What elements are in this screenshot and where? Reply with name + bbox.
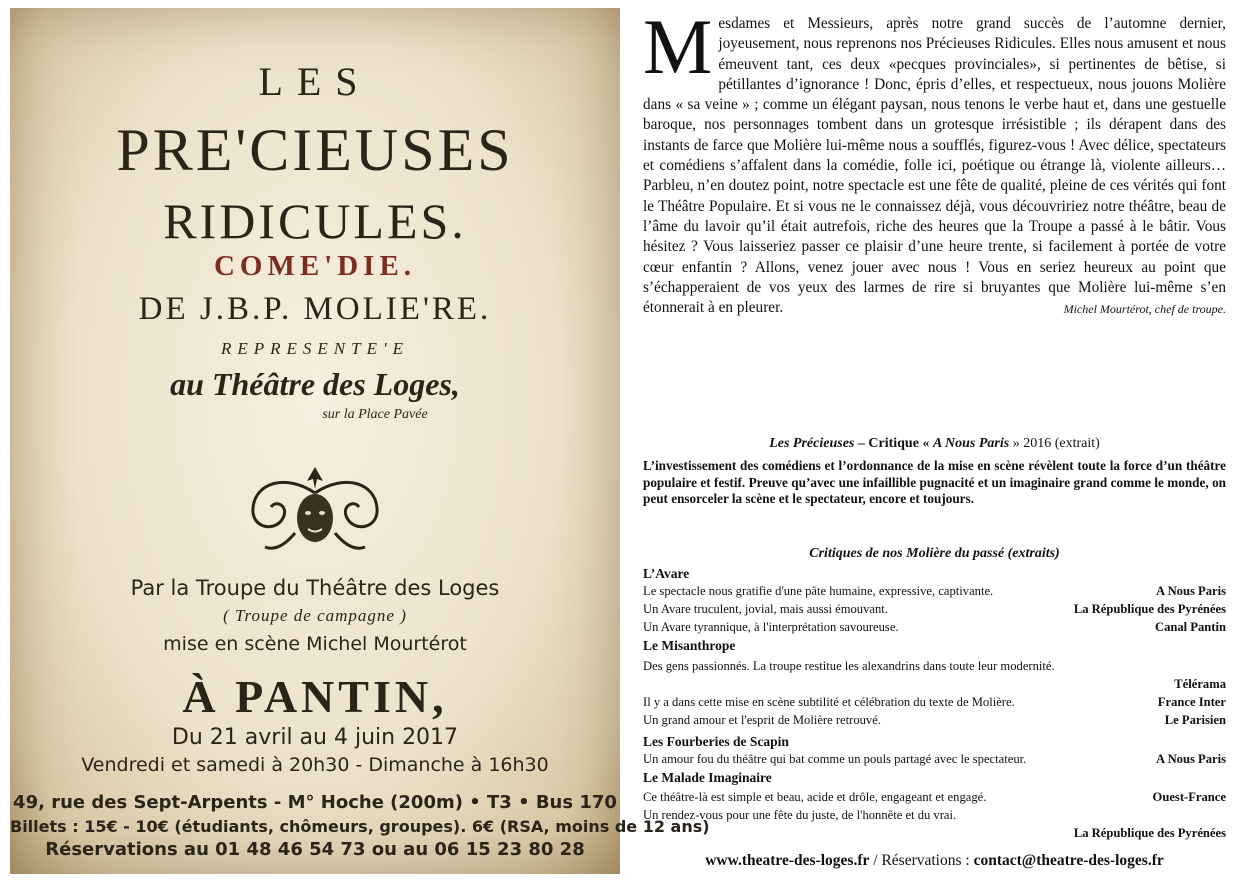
review-quote: Le spectacle nous gratifie d'une pâte humaine, expressive, captivante. [643, 584, 994, 598]
play-title-malade: Le Malade Imaginaire [643, 770, 772, 785]
review-row [643, 752, 1226, 767]
poster-title-ridicules: RIDICULES. [163, 193, 467, 249]
review-row [643, 602, 1226, 617]
poster-director: mise en scène Michel Mourtérot [163, 633, 467, 655]
critique-heading-play: Les Précieuses [769, 436, 855, 451]
critique-quote: L’investissement des comédiens et l’ordonnance de la mise en scène révèlent toute la force d’un théâtre populaire et festif. Preuve qu’avec une infaillible pugnacité et un imaginaire grand comme le monde, on peut ensorceler la scène et le spectateur, encore et toujours. [643, 458, 1226, 507]
review-row [643, 790, 1226, 805]
intro-text: esdames et Messieurs, après notre grand succès de l’automne dernier, joyeusement, nous reprenons nos Précieuses Ridicules. Elles nous amusent et nous émeuvent tant, ces deux «pecques provinciales», si pertinentes de bêtise, si pétillantes d’ignorance ! Donc, épris d’elles, et respectueux, nous jouons Molière dans « sa veine » ; comme un élégant paysan, nous tenons le verbe haut et, dans une gestuelle baroque, nos personnages tombent dans un grotesque irrésistible ; ils dérapent dans des instants de farce que Molière lui-même nous a soufflés, figurez-vous ! Avec délice, spectateurs et comédiens s’affalent dans la comédie, folle ici, poétique ou étrange là, violente ailleurs… Parbleu, n’en doutez point, notre spectacle est une fête de qualité, pleine de ces vérités qui font le Théâtre Populaire. Et si vous ne le connaissez déjà, vous découvririez notre théâtre, beau de l’âme du lavoir qu’il était autrefois, riche des heures que la Troupe a passé à le bâtir. Vous hésitez ? Vous laisseriez passer ce plaisir d’une heure trente, si facilement à portée de votre cœur enfantin ? Allons, venez jouer avec nous ! Vous en seriez heureux au point que s’échapperaient de vos yeux des larmes de rire si bruyantes que Molière lui-même s’en étonnerait à en pleurer. [643, 15, 1226, 317]
footer-contact [643, 852, 1226, 870]
review-row [643, 808, 1226, 823]
review-row [643, 584, 1226, 599]
review-source: A Nous Paris [1156, 752, 1226, 766]
poster-comedie: COME'DIE. [213, 250, 417, 282]
poster-dates: Du 21 avril au 4 juin 2017 [171, 725, 459, 750]
play-title-scapin: Les Fourberies de Scapin [643, 734, 789, 749]
critique-heading [643, 436, 1226, 452]
poster-troupe-campagne: ( Troupe de campagne ) [223, 606, 407, 625]
poster-ticket-prices: Billets : 15€ - 10€ (étudiants, chômeurs, groupes). 6€ (RSA, moins de 12 ans) [10, 817, 710, 836]
critique-heading-mid: – Critique « [854, 436, 933, 451]
review-row [643, 620, 1226, 635]
poster-reservation-phones: Réservations au 01 48 46 54 73 ou au 06 15 23 80 28 [45, 839, 585, 860]
review-source: France Inter [1157, 695, 1226, 709]
review-quote: Un amour fou du théâtre qui bat comme un pouls partagé avec le spectateur. [643, 752, 1027, 766]
poster-troupe: Par la Troupe du Théâtre des Loges [130, 576, 500, 600]
review-row [643, 659, 1226, 674]
poster-representee: REPRESENTE'E [220, 339, 409, 358]
review-quote: Des gens passionnés. La troupe restitue les alexandrins dans toute leur modernité. [643, 659, 1055, 673]
footer-separator: / Réservations : [869, 852, 974, 869]
poster-title-precieuses: PRE'CIEUSES [116, 117, 514, 183]
review-quote: Un Avare truculent, jovial, mais aussi émouvant. [643, 602, 888, 616]
review-source: Canal Pantin [1154, 620, 1226, 634]
review-source: La République des Pyrénées [1073, 826, 1226, 840]
review-source: Le Parisien [1164, 713, 1226, 727]
text-column [643, 3, 1226, 869]
review-quote: Un Avare tyrannique, à l'interprétation savoureuse. [643, 620, 899, 634]
poster-place: sur la Place Pavée [322, 407, 428, 422]
review-source: La République des Pyrénées [1073, 602, 1226, 616]
review-row [643, 695, 1226, 710]
review-row [643, 713, 1226, 728]
poster-address: 49, rue des Sept-Arpents - M° Hoche (200m) • T3 • Bus 170 [13, 792, 617, 813]
poster-theatre-name: au Théâtre des Loges, [170, 366, 460, 402]
poster-author: DE J.B.P. MOLIE'RE. [138, 291, 492, 327]
critique-heading-source: A Nous Paris [932, 436, 1010, 451]
email-link[interactable]: contact@theatre-des-loges.fr [973, 852, 1164, 869]
poster-les: LES [258, 59, 372, 104]
poster-city: À PANTIN, [182, 671, 448, 722]
play-title-avare: L’Avare [643, 566, 690, 581]
review-quote: Un grand amour et l'esprit de Molière retrouvé. [643, 713, 881, 727]
review-source: A Nous Paris [1156, 584, 1226, 598]
signature: Michel Mourtérot, chef de troupe. [1063, 302, 1226, 317]
past-reviews-title: Critiques de nos Molière du passé (extraits) [809, 546, 1060, 561]
review-quote: Il y a dans cette mise en scène subtilité et célébration du texte de Molière. [643, 695, 1015, 709]
play-title-misanthrope: Le Misanthrope [643, 638, 736, 653]
intro-paragraph [643, 3, 1226, 318]
website-link[interactable]: www.theatre-des-loges.fr [705, 852, 870, 869]
critique-heading-year: » 2016 (extrait) [1009, 436, 1100, 451]
review-quote: Ce théâtre-là est simple et beau, acide et drôle, engageant et engagé. [643, 790, 987, 804]
review-source: Ouest-France [1152, 790, 1226, 804]
poster-showtimes: Vendredi et samedi à 20h30 - Dimanche à 16h30 [81, 754, 549, 776]
review-quote: Un rendez-vous pour une fête du juste, de l'honnête et du vrai. [643, 808, 957, 822]
drop-cap: M [643, 3, 713, 90]
review-source: Télérama [1174, 677, 1226, 691]
baroque-mask-ornament-icon [245, 463, 385, 559]
